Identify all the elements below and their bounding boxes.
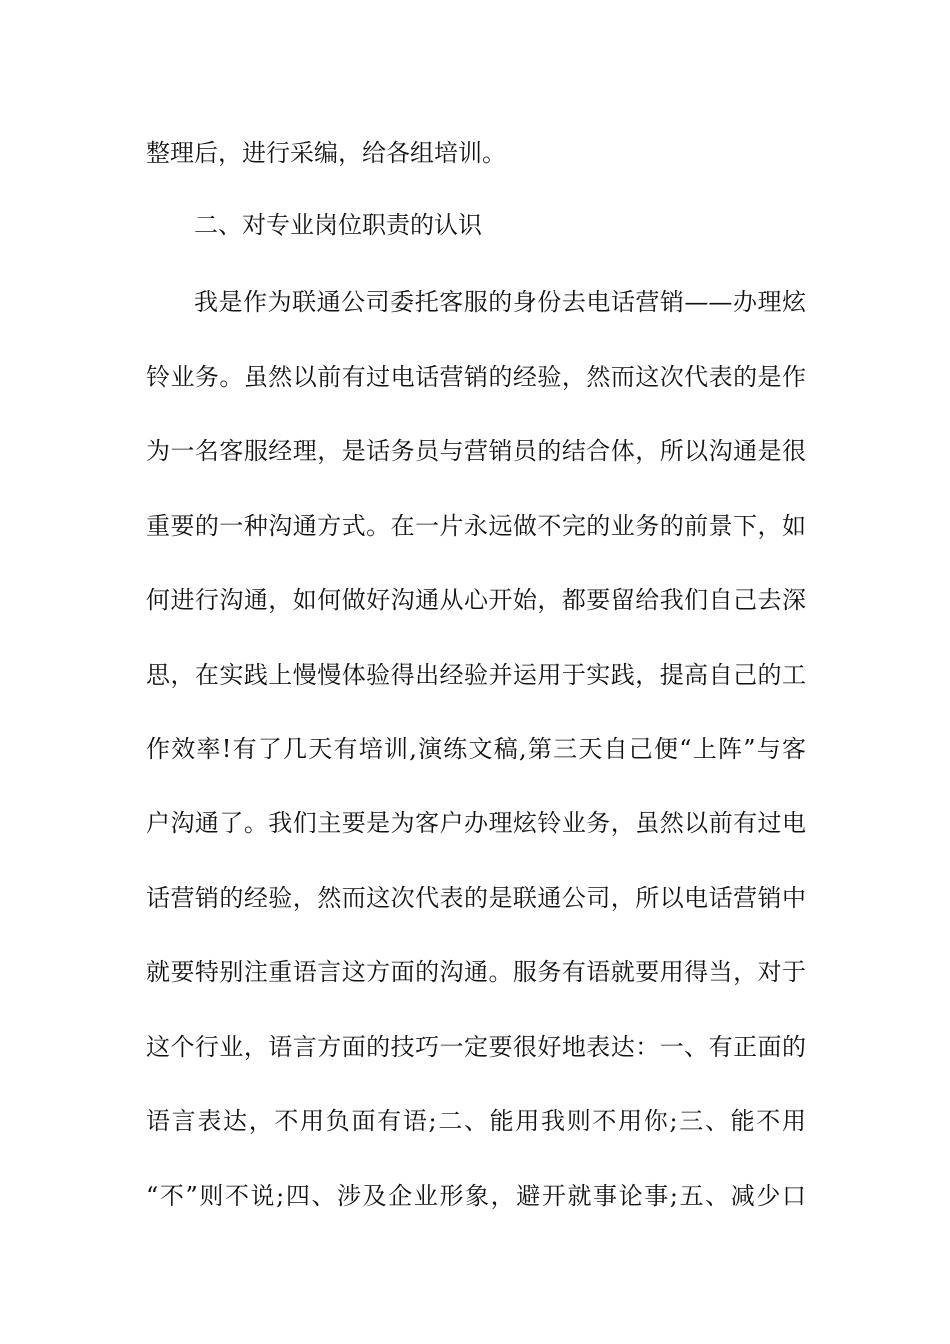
text-line: 重要的一种沟通方式。在一片永远做不完的业务的前景下，如 [146, 512, 806, 540]
text-line: 就要特别注重语言这方面的沟通。服务有语就要用得当，对于 [146, 958, 806, 986]
text-line: 为一名客服经理，是话务员与营销员的结合体，所以沟通是很 [146, 437, 806, 465]
text-line: 整理后，进行采编，给各组培训。 [146, 139, 506, 167]
text-line: 我是作为联通公司委托客服的身份去电话营销——办理炫 [194, 288, 806, 316]
section-heading: 二、对专业岗位职责的认识 [194, 211, 482, 239]
text-line: 话营销的经验，然而这次代表的是联通公司，所以电话营销中 [146, 884, 806, 912]
text-line: “不”则不说;四、涉及企业形象，避开就事论事;五、减少口 [146, 1182, 806, 1210]
text-line: 何进行沟通，如何做好沟通从心开始，都要留给我们自己去深 [146, 586, 806, 614]
text-line: 思，在实践上慢慢体验得出经验并运用于实践，提高自己的工 [146, 661, 806, 689]
text-line: 这个行业，语言方面的技巧一定要很好地表达：一、有正面的 [146, 1033, 806, 1061]
text-line: 铃业务。虽然以前有过电话营销的经验，然而这次代表的是作 [146, 363, 806, 391]
text-line: 语言表达，不用负面有语;二、能用我则不用你;三、能不用 [146, 1107, 806, 1135]
text-line: 户沟通了。我们主要是为客户办理炫铃业务，虽然以前有过电 [146, 809, 806, 837]
text-line: 作效率!有了几天有培训,演练文稿,第三天自己便“上阵”与客 [146, 735, 806, 763]
